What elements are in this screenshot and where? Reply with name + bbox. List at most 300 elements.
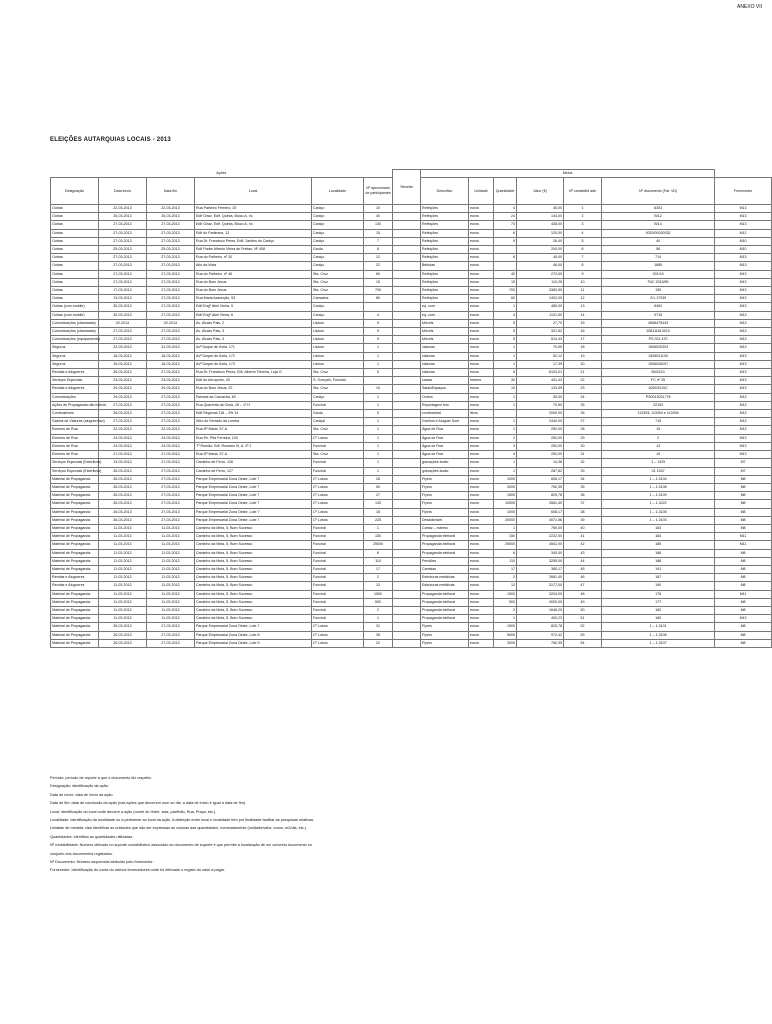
table-row <box>51 213 772 221</box>
cell-local: Caminho de Ferro, 126 <box>195 459 312 467</box>
cell-contabilidade: 51 <box>564 615 602 623</box>
cell-data-fim: 27-03-2013 <box>147 270 195 278</box>
cell-descritivo: Propaganda eleitoral <box>421 549 469 557</box>
cell-designacao: Seguros <box>51 360 99 368</box>
cell-fornecedor: M13 <box>715 442 772 450</box>
cell-contabilidade: 45 <box>564 565 602 573</box>
cell-valor: 200,00 <box>517 246 564 254</box>
cell-receita <box>393 205 421 213</box>
cell-local: Rua do Bom Jesus <box>195 287 312 295</box>
table-body <box>51 205 772 648</box>
cell-quantidade: 30 <box>494 377 517 385</box>
cell-unidade: litros <box>469 410 494 418</box>
legend-line: Data de início: data de início da ação. <box>50 792 114 797</box>
cell-contabilidade: 4 <box>564 229 602 237</box>
cell-valor: 133,59 <box>517 385 564 393</box>
cell-receita <box>393 631 421 639</box>
cell-participantes: 1 <box>364 360 393 368</box>
cell-data-inicio: 11-03-2013 <box>99 606 147 614</box>
cell-valor: 6103,01 <box>517 369 564 377</box>
cell-designacao: Material de Propaganda <box>51 557 99 565</box>
cell-data-inicio: 27-03-2013 <box>99 237 147 245</box>
cell-local: Edif Engº Abel Vieira, 6 <box>195 311 312 319</box>
cell-documento: FAC 2013/85 <box>602 278 715 286</box>
cell-quantidade: 8 <box>494 254 517 262</box>
cell-descritivo: Móveis <box>421 328 469 336</box>
cell-fornecedor: M13 <box>715 369 772 377</box>
group-header-acoes: Ações <box>51 170 393 178</box>
cell-receita <box>393 278 421 286</box>
cell-data-inicio: 11-03-2013 <box>99 598 147 606</box>
cell-localidade: Funchal <box>312 598 364 606</box>
cell-documento: 191 <box>602 565 715 573</box>
cell-data-fim: 18-03-2013 <box>147 360 195 368</box>
cell-descritivo: Refeições <box>421 295 469 303</box>
cell-valor: 26,40 <box>517 237 564 245</box>
cell-data-inicio: 11-03-2013 <box>99 541 147 549</box>
cell-participantes: 25000 <box>364 541 393 549</box>
cell-designacao: Seguros <box>51 344 99 352</box>
cell-designacao: Outras <box>51 278 99 286</box>
cell-documento: PS0013031778 <box>602 393 715 401</box>
cell-data-inicio: 27-03-2013 <box>99 262 147 270</box>
cell-contabilidade: 5 <box>564 237 602 245</box>
cell-valor: 3177,00 <box>517 582 564 590</box>
cell-fornecedor: M13 <box>715 352 772 360</box>
cell-data-inicio: 26-03-2013 <box>99 639 147 647</box>
cell-documento: PS 021.470 <box>602 336 715 344</box>
cell-unidade: euros <box>469 385 494 393</box>
cell-data-inicio: 27-03-2013 <box>99 229 147 237</box>
cell-quantidade: 5 <box>494 319 517 327</box>
cell-local: Caminho da Meia, 5, Bom Sucesso <box>195 549 312 557</box>
cell-contabilidade: 15 <box>564 319 602 327</box>
cell-documento: 176 <box>602 590 715 598</box>
cell-participantes <box>364 303 393 311</box>
cell-valor: 441,43 <box>517 377 564 385</box>
cell-receita <box>393 483 421 491</box>
cell-descritivo: Água de Rua <box>421 434 469 442</box>
cell-data-inicio: 17-03-2013 <box>99 287 147 295</box>
cell-receita <box>393 549 421 557</box>
cell-unidade: euros <box>469 418 494 426</box>
cell-unidade: euros <box>469 311 494 319</box>
cell-localidade: Funchal <box>312 557 364 565</box>
cell-descritivo: Pendões <box>421 557 469 565</box>
cell-unidade: euros <box>469 606 494 614</box>
cell-quantidade: 1 <box>494 524 517 532</box>
table-row <box>51 360 772 368</box>
cell-valor: 480,00 <box>517 303 564 311</box>
cell-data-inicio: 11-03-2013 <box>99 582 147 590</box>
cell-fornecedor: M8 <box>715 582 772 590</box>
cell-documento: 186 <box>602 549 715 557</box>
cell-fornecedor: M13 <box>715 451 772 459</box>
cell-contabilidade: 50 <box>564 606 602 614</box>
cell-descritivo: viaturas <box>421 369 469 377</box>
cell-designacao: Eventos de Rua <box>51 442 99 450</box>
cell-data-fim: 23-03-2013 <box>147 377 195 385</box>
cell-data-inicio: 26-03-2013 <box>99 369 147 377</box>
cell-descritivo: Flyers <box>421 639 469 647</box>
cell-unidade: euros <box>469 401 494 409</box>
cell-local: Alto da Vista <box>195 262 312 270</box>
cell-local: Rua Dr. Francisco Peres, Edif. Jardins do Caniço <box>195 237 312 245</box>
legend-line: Fornecedor: Identificação do conta do rubrica fornecedores onde foi efetuado o registo do valor a pagar. <box>50 868 225 873</box>
cell-fornecedor: M13 <box>715 336 772 344</box>
cell-unidade: euros <box>469 319 494 327</box>
cell-documento: 0715 <box>602 311 715 319</box>
cell-data-inicio: 27-03-2013 <box>99 418 147 426</box>
cell-unidade: euros <box>469 549 494 557</box>
cell-documento: 714 <box>602 254 715 262</box>
cell-data-inicio: 26-03-2013 <box>99 475 147 483</box>
cell-data-inicio: 11-03-2013 <box>99 557 147 565</box>
cell-fornecedor: M13 <box>715 393 772 401</box>
cell-participantes: 1 <box>364 451 393 459</box>
table-row <box>51 451 772 459</box>
cell-receita <box>393 352 421 360</box>
cell-unidade: euros <box>469 442 494 450</box>
cell-documento: 182 <box>602 606 715 614</box>
cell-data-fim: 27-03-2013 <box>147 221 195 229</box>
cell-descritivo: Flyers <box>421 623 469 631</box>
cell-data-fim: 24-03-2013 <box>147 434 195 442</box>
cell-quantidade: 25000 <box>494 541 517 549</box>
cell-data-fim: 26-03-2013 <box>147 213 195 221</box>
cell-participantes: 1 <box>364 615 393 623</box>
cell-data-fim: 27-03-2013 <box>147 336 195 344</box>
cell-data-fim: 27-03-2013 <box>147 418 195 426</box>
cell-contabilidade: 9 <box>564 270 602 278</box>
cell-contabilidade: 31 <box>564 451 602 459</box>
cell-localidade: Cº Lobos <box>312 631 364 639</box>
cell-descritivo: Propaganda eleitoral <box>421 590 469 598</box>
cell-documento: 190 <box>602 582 715 590</box>
table-row <box>51 369 772 377</box>
cell-local: Edif Regional 118 – 3ºe 14 <box>195 410 312 418</box>
table-row <box>51 500 772 508</box>
cell-contabilidade: 20 <box>564 360 602 368</box>
cell-quantidade: 6 <box>494 549 517 557</box>
cell-documento: 155 <box>602 287 715 295</box>
cell-participantes: 18 <box>364 508 393 516</box>
cell-fornecedor: M8 <box>715 574 772 582</box>
cell-local: Edif do Parlimina, 13 <box>195 229 312 237</box>
cell-data-fim: 27-03-2013 <box>147 508 195 516</box>
cell-designacao: Material de Propaganda <box>51 615 99 623</box>
cell-participantes: 5 <box>364 369 393 377</box>
table-row <box>51 319 772 327</box>
cell-fornecedor: M8 <box>715 557 772 565</box>
cell-unidade: euros <box>469 369 494 377</box>
cell-quantidade: 1 <box>494 344 517 352</box>
cell-unidade: euros <box>469 237 494 245</box>
cell-unidade: euros <box>469 615 494 623</box>
cell-descritivo: Refeições <box>421 237 469 245</box>
cell-contabilidade: 16 <box>564 328 602 336</box>
cell-designacao: Outras (com.mobile) <box>51 311 99 319</box>
cell-localidade: Caniço <box>312 393 364 401</box>
cell-quantidade: 1 <box>494 426 517 434</box>
col-header-unidade: Unidade <box>469 178 494 205</box>
cell-data-fim: 27-03-2013 <box>147 500 195 508</box>
cell-participantes: 1 <box>364 401 393 409</box>
cell-participantes: 130 <box>364 221 393 229</box>
cell-fornecedor: M12 <box>715 229 772 237</box>
cell-contabilidade: 14 <box>564 311 602 319</box>
cell-localidade: Cº Lobos <box>312 516 364 524</box>
cell-receita <box>393 360 421 368</box>
cell-data-fim: 27-03-2013 <box>147 467 195 475</box>
cell-designacao: Outras <box>51 295 99 303</box>
cell-receita <box>393 565 421 573</box>
cell-fornecedor: M10 <box>715 246 772 254</box>
cell-documento: 1506026207 <box>602 360 715 368</box>
cell-participantes: 15 <box>364 278 393 286</box>
cell-local: Rua Quarenta da Cima, 28 – 1º H <box>195 401 312 409</box>
cell-designacao: Material de Propaganda <box>51 533 99 541</box>
cell-descritivo: Refeições <box>421 213 469 221</box>
cell-data-inicio: 13-03-2013 <box>99 459 147 467</box>
cell-contabilidade: 35 <box>564 483 602 491</box>
cell-documento: 188 <box>602 557 715 565</box>
cell-receita <box>393 516 421 524</box>
cell-designacao: Material de Propaganda <box>51 549 99 557</box>
cell-unidade: euros <box>469 483 494 491</box>
cell-localidade: Funchal <box>312 606 364 614</box>
cell-data-fim: 11-03-2013 <box>147 615 195 623</box>
table-row <box>51 557 772 565</box>
cell-participantes: 5 <box>364 328 393 336</box>
cell-participantes: 225 <box>364 516 393 524</box>
cell-valor: 17,39 <box>517 360 564 368</box>
cell-designacao: Ações de Propaganda não individ. <box>51 401 99 409</box>
cell-receita <box>393 213 421 221</box>
cell-valor: 3383,50 <box>517 287 564 295</box>
cell-local: Parque Empresarial Zona Oeste, Lote 7 <box>195 492 312 500</box>
cell-quantidade: 40 <box>494 270 517 278</box>
cell-valor: 46,00 <box>517 262 564 270</box>
cell-local: Caminho da Meia, 5, Bom Sucesso <box>195 582 312 590</box>
cell-data-inicio: 29-03-2013 <box>99 385 147 393</box>
cell-quantidade: 1500 <box>494 590 517 598</box>
cell-data-inicio: 25-03-2013 <box>99 246 147 254</box>
cell-unidade: euros <box>469 393 494 401</box>
cell-documento: 1 – 1.3103 <box>602 516 715 524</box>
cell-localidade: Lisboa <box>312 360 364 368</box>
cell-quantidade: 1 <box>494 303 517 311</box>
cell-data-fim: 27-03-2013 <box>147 311 195 319</box>
cell-contabilidade: 43 <box>564 549 602 557</box>
cell-data-fim: 27-03-2013 <box>147 303 195 311</box>
cell-localidade: Funchal <box>312 615 364 623</box>
cell-unidade: euros <box>469 246 494 254</box>
cell-designacao: Material de Propaganda <box>51 492 99 500</box>
cell-contabilidade: 32 <box>564 459 602 467</box>
cell-contabilidade: 11 <box>564 287 602 295</box>
table-row <box>51 639 772 647</box>
cell-data-fim: 27-03-2013 <box>147 278 195 286</box>
cell-data-inicio: 02-2014 <box>99 319 147 327</box>
cell-localidade: Caniço <box>312 221 364 229</box>
cell-contabilidade: 47 <box>564 582 602 590</box>
cell-designacao: Outras <box>51 205 99 213</box>
cell-fornecedor: M8 <box>715 516 772 524</box>
cell-designacao: Material de Propaganda <box>51 606 99 614</box>
cell-localidade: Cº Lobos <box>312 639 364 647</box>
table-row <box>51 615 772 623</box>
cell-fornecedor: M13 <box>715 319 772 327</box>
cell-unidade: euros <box>469 262 494 270</box>
cell-contabilidade: 54 <box>564 639 602 647</box>
cell-participantes: 1 <box>364 442 393 450</box>
cell-fornecedor: M13 <box>715 401 772 409</box>
col-header-local: Local <box>195 178 312 205</box>
cell-unidade: euros <box>469 278 494 286</box>
cell-data-inicio: 24-03-2013 <box>99 434 147 442</box>
cell-data-fim: 27-03-2013 <box>147 328 195 336</box>
cell-fornecedor: M13 <box>715 311 772 319</box>
col-header-localidade: Localidade <box>312 178 364 205</box>
cell-unidade: euros <box>469 213 494 221</box>
cell-localidade: Funchal <box>312 442 364 450</box>
cell-unidade: euros <box>469 516 494 524</box>
cell-fornecedor: M8 <box>715 508 772 516</box>
cell-unidade: euros <box>469 434 494 442</box>
cell-valor: 760,35 <box>517 483 564 491</box>
cell-descritivo: Flyers <box>421 508 469 516</box>
cell-participantes: 2 <box>364 606 393 614</box>
cell-designacao: Serviços Especiais (Esterilizar) <box>51 467 99 475</box>
cell-fornecedor: M13 <box>715 262 772 270</box>
cell-descritivo: Outros <box>421 393 469 401</box>
cell-designacao: Material de Propaganda <box>51 516 99 524</box>
cell-valor: 438,00 <box>517 221 564 229</box>
cell-localidade: Funchal <box>312 533 364 541</box>
cell-data-inicio: 18-03-2013 <box>99 352 147 360</box>
cell-fornecedor: M11 <box>715 590 772 598</box>
cell-quantidade: 3000 <box>494 639 517 647</box>
cell-valor: 4071,56 <box>517 516 564 524</box>
col-header-data-inicio: Data início <box>99 178 147 205</box>
cell-unidade: euros <box>469 287 494 295</box>
cell-data-fim: 11-03-2013 <box>147 541 195 549</box>
cell-data-fim: 11-03-2013 <box>147 590 195 598</box>
cell-valor: 270,00 <box>517 270 564 278</box>
cell-participantes: 5 <box>364 336 393 344</box>
cell-data-fim: 11-03-2013 <box>147 549 195 557</box>
cell-localidade: Sta. Cruz <box>312 287 364 295</box>
cell-participantes: 4 <box>364 311 393 319</box>
cell-unidade: euros <box>469 565 494 573</box>
cell-local: Rua Dª Maria, 57-A <box>195 426 312 434</box>
cell-documento: 183 <box>602 524 715 532</box>
cell-designacao: Material de Propaganda <box>51 639 99 647</box>
cell-unidade: euros <box>469 623 494 631</box>
cell-data-fim: 11-03-2013 <box>147 574 195 582</box>
cell-local: Caminho da Meia, 5, Bom Sucesso <box>195 557 312 565</box>
cell-unidade: euros <box>469 336 494 344</box>
cell-data-fim: 27-03-2013 <box>147 631 195 639</box>
cell-documento: 1 – 1.3222 <box>602 500 715 508</box>
cell-contabilidade: 48 <box>564 590 602 598</box>
cell-data-inicio: 30-03-2013 <box>99 311 147 319</box>
cell-designacao: Seguros <box>51 352 99 360</box>
cell-data-inicio: 26-03-2013 <box>99 631 147 639</box>
cell-participantes: 1 <box>364 524 393 532</box>
cell-fornecedor: M13 <box>715 434 772 442</box>
cell-participantes <box>364 377 393 385</box>
cell-participantes: 22 <box>364 639 393 647</box>
cell-participantes: 40 <box>364 213 393 221</box>
cell-designacao: Comunicações (equipamento) <box>51 336 99 344</box>
cell-valor: 70,50 <box>517 401 564 409</box>
cell-receita <box>393 262 421 270</box>
cell-documento: 1 – 1.3108 <box>602 483 715 491</box>
cell-fornecedor: M13 <box>715 213 772 221</box>
table-row <box>51 541 772 549</box>
cell-data-fim: 18-03-2013 <box>147 352 195 360</box>
cell-documento: 1 – 1.3109 <box>602 492 715 500</box>
cell-designacao: Outras (com.mobile) <box>51 303 99 311</box>
cell-participantes: 28 <box>364 475 393 483</box>
cell-descritivo: gravações áudio <box>421 459 469 467</box>
cell-fornecedor: M13 <box>715 278 772 286</box>
cell-unidade: euros <box>469 557 494 565</box>
cell-data-fim: 27-03-2013 <box>147 229 195 237</box>
cell-descritivo: Flyers <box>421 631 469 639</box>
cell-data-fim: 27-03-2013 <box>147 639 195 647</box>
cell-quantidade: 1 <box>494 615 517 623</box>
cell-fornecedor: M13 <box>715 287 772 295</box>
cell-receita <box>393 287 421 295</box>
cell-documento: 2 <box>602 434 715 442</box>
cell-local: Av. Álvaro Pais, 3 <box>195 328 312 336</box>
cell-unidade: euros <box>469 360 494 368</box>
cell-local: Parque Empresarial Zona Oeste, Lote 9 <box>195 639 312 647</box>
cell-data-inicio: 27-03-2013 <box>99 254 147 262</box>
cell-localidade: Funchal <box>312 401 364 409</box>
cell-quantidade: 700 <box>494 287 517 295</box>
group-header-meios: Meios <box>421 170 715 178</box>
cell-data-inicio: 26-03-2013 <box>99 492 147 500</box>
cell-receita <box>393 221 421 229</box>
cell-designacao: Rendas e Alugueres <box>51 369 99 377</box>
cell-quantidade: 110 <box>494 557 517 565</box>
cell-valor: 250,00 <box>517 451 564 459</box>
cell-localidade: Caniçal <box>312 418 364 426</box>
cell-data-fim: 22-03-2013 <box>147 426 195 434</box>
cell-participantes: 1 <box>364 344 393 352</box>
cell-unidade: euros <box>469 205 494 213</box>
cell-localidade: Sta. Cruz <box>312 278 364 286</box>
cell-contabilidade: 24 <box>564 393 602 401</box>
table-row <box>51 205 772 213</box>
table-row <box>51 246 772 254</box>
cell-fornecedor: M13 <box>715 385 772 393</box>
cell-local: Edif Engº Abel Vieira, 5 <box>195 303 312 311</box>
cell-descritivo: Propaganda eleitoral <box>421 598 469 606</box>
cell-data-inicio: 29-03-2013 <box>99 393 147 401</box>
legend-line: Quantidades: identifica as quantidades utilizadas. <box>50 834 134 839</box>
cell-data-inicio: 26-03-2013 <box>99 410 147 418</box>
cell-unidade: euros <box>469 533 494 541</box>
cell-local: Edif Giraz, Edif. Quinta, Bloco A, r/c <box>195 221 312 229</box>
cell-data-inicio: 11-03-2013 <box>99 549 147 557</box>
cell-localidade: Cº Lobos <box>312 483 364 491</box>
cell-localidade: Caniço <box>312 229 364 237</box>
